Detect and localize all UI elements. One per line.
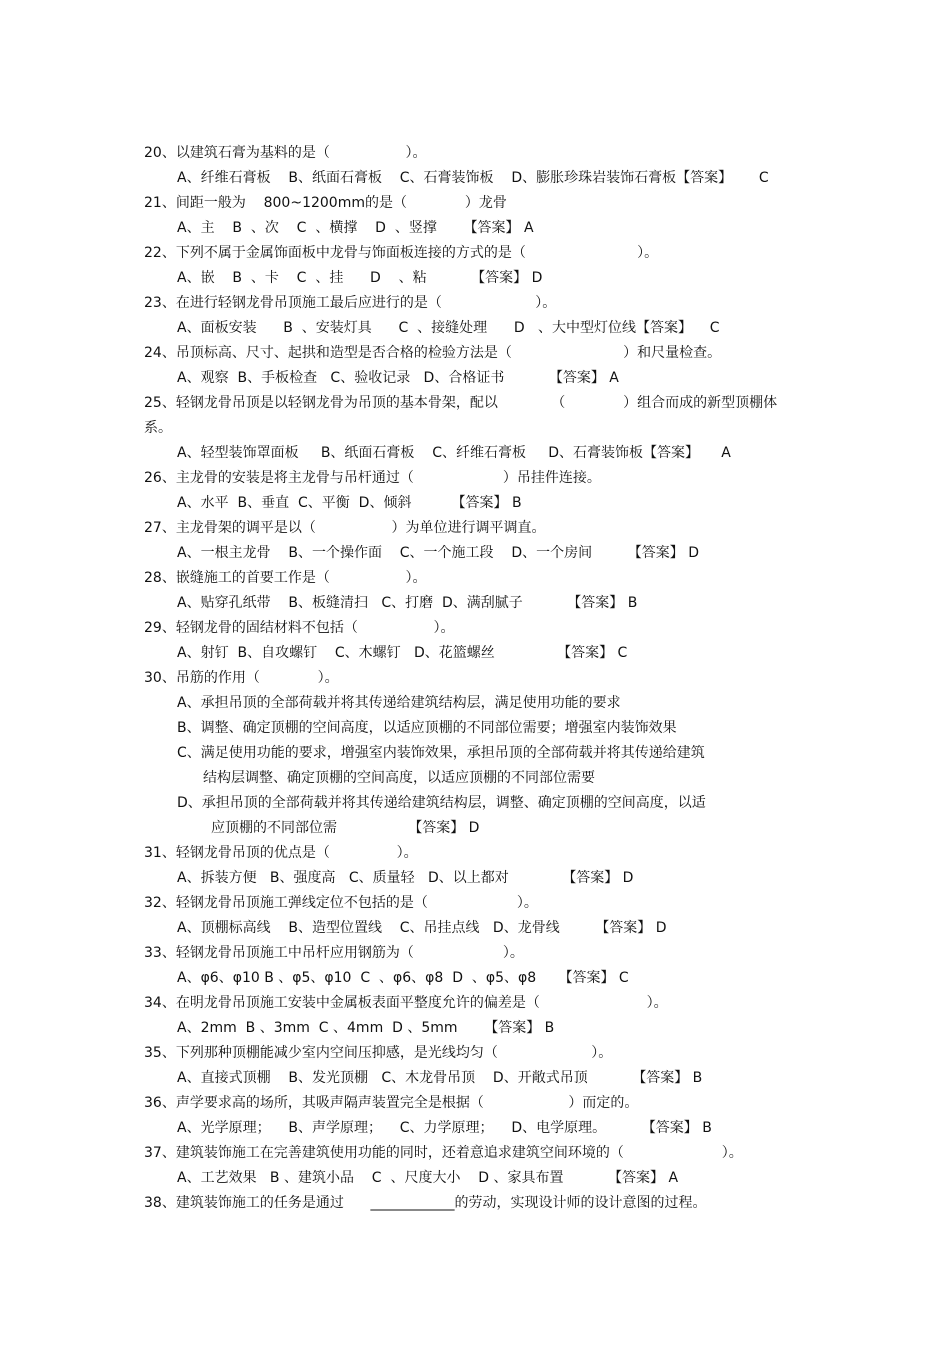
text-line [0, 667, 950, 689]
line-text: A、2mm B 、3mm C 、4mm D 、5mm 【答案】 B [177, 1020, 555, 1036]
line-text: A、承担吊顶的全部荷载并将其传递给建筑结构层，满足使用功能的要求 [177, 695, 621, 711]
line-text: 24、吊顶标高、尺寸、起拱和造型是否合格的检验方法是（ ）和尺量检查。 [144, 345, 722, 361]
line-text: A、直接式顶棚 B、发光顶棚 C、木龙骨吊顶 D、开敞式吊顶 【答案】 B [177, 1070, 703, 1086]
text-line [0, 717, 950, 739]
line-text: 28、嵌缝施工的首要工作是（ ）。 [144, 570, 427, 586]
line-text: B、调整、确定顶棚的空间高度，以适应顶棚的不同部位需要；增强室内装饰效果 [177, 720, 677, 736]
text-line [0, 892, 950, 914]
text-line [0, 567, 950, 589]
line-text: 32、轻钢龙骨吊顶施工弹线定位不包括的是（ ）。 [144, 895, 538, 911]
line-text: 应顶棚的不同部位需 【答案】 D [211, 820, 480, 836]
text-line [0, 142, 950, 164]
text-line [0, 1017, 950, 1039]
line-text: A、一根主龙骨 B、一个操作面 C、一个施工段 D、一个房间 【答案】 D [177, 545, 699, 561]
line-text: 22、下列不属于金属饰面板中龙骨与饰面板连接的方式的是（ ）。 [144, 245, 659, 261]
line-text: C、满足使用功能的要求，增强室内装饰效果，承担吊顶的全部荷载并将其传递给建筑 [177, 745, 705, 761]
text-line [0, 1092, 950, 1114]
text-line [0, 217, 950, 239]
text-line [0, 192, 950, 214]
line-text: 26、主龙骨的安装是将主龙骨与吊杆通过（ ）吊挂件连接。 [144, 470, 601, 486]
text-line [0, 942, 950, 964]
line-text: A、嵌 B 、卡 C 、挂 D 、粘 【答案】 D [177, 270, 543, 286]
text-line [0, 1117, 950, 1139]
text-line [0, 442, 950, 464]
text-line [0, 1067, 950, 1089]
text-line [0, 242, 950, 264]
text-line [0, 492, 950, 514]
line-text: A、面板安装 B 、安装灯具 C 、接缝处理 D 、大中型灯位线【答案】 C [177, 320, 720, 336]
text-line [0, 467, 950, 489]
text-line [0, 842, 950, 864]
text-line [0, 642, 950, 664]
line-text: 27、主龙骨架的调平是以（ ）为单位进行调平调直。 [144, 520, 546, 536]
text-line [0, 342, 950, 364]
line-text: A、拆装方便 B、强度高 C、质量轻 D、以上都对 【答案】 D [177, 870, 634, 886]
line-text: 30、吊筋的作用（ ）。 [144, 670, 339, 686]
line-text: 31、轻钢龙骨吊顶的优点是（ ）。 [144, 845, 418, 861]
line-text: 34、在明龙骨吊顶施工安装中金属板表面平整度允许的偏差是（ ）。 [144, 995, 668, 1011]
text-line [0, 992, 950, 1014]
text-line [0, 417, 950, 439]
line-text: A、贴穿孔纸带 B、板缝清扫 C、打磨 D、满刮腻子 【答案】 B [177, 595, 638, 611]
text-line [0, 1192, 950, 1214]
text-line [0, 867, 950, 889]
text-line [0, 167, 950, 189]
text-line [0, 542, 950, 564]
line-text: 38、建筑装饰施工的任务是通过 ____________的劳动，实现设计师的设计意图的过程。 [144, 1195, 707, 1211]
line-text: A、观察 B、手板检查 C、验收记录 D、合格证书 【答案】 A [177, 370, 619, 386]
text-line [0, 767, 950, 789]
line-text: A、水平 B、垂直 C、平衡 D、倾斜 【答案】 B [177, 495, 522, 511]
line-text: 25、轻钢龙骨吊顶是以轻钢龙骨为吊顶的基本骨架，配以 （ ）组合而成的新型顶棚体 [144, 395, 778, 411]
line-text: 23、在进行轻钢龙骨吊顶施工最后应进行的是（ ）。 [144, 295, 557, 311]
line-text: 结构层调整、确定顶棚的空间高度，以适应顶棚的不同部位需要 [203, 770, 595, 786]
line-text: A、顶棚标高线 B、造型位置线 C、吊挂点线 D、龙骨线 【答案】 D [177, 920, 667, 936]
text-line [0, 292, 950, 314]
line-text: 20、以建筑石膏为基料的是（ ）。 [144, 145, 427, 161]
text-line [0, 392, 950, 414]
line-text: 系。 [144, 420, 172, 436]
line-text: 29、轻钢龙骨的固结材料不包括（ ）。 [144, 620, 455, 636]
text-line [0, 592, 950, 614]
line-text: 21、间距一般为 800~1200mm的是（ ）龙骨 [144, 195, 507, 211]
text-line [0, 1167, 950, 1189]
text-line [0, 967, 950, 989]
line-text: 36、声学要求高的场所，其吸声隔声装置完全是根据（ ）而定的。 [144, 1095, 639, 1111]
text-line [0, 792, 950, 814]
line-text: A、主 B 、次 C 、横撑 D 、竖撑 【答案】 A [177, 220, 534, 236]
text-line [0, 917, 950, 939]
line-text: A、φ6、φ10 B 、φ5、φ10 C 、φ6、φ8 D 、φ5、φ8 【答案】 C [177, 970, 629, 986]
line-text: 33、轻钢龙骨吊顶施工中吊杆应用钢筋为（ ）。 [144, 945, 524, 961]
line-text: A、射钉 B、自攻螺钉 C、木螺钉 D、花篮螺丝 【答案】 C [177, 645, 628, 661]
text-line [0, 367, 950, 389]
text-line [0, 517, 950, 539]
line-text: A、工艺效果 B 、建筑小品 C 、尺度大小 D 、家具布置 【答案】 A [177, 1170, 679, 1186]
text-line [0, 817, 950, 839]
text-line [0, 742, 950, 764]
text-line [0, 617, 950, 639]
line-text: 35、下列那种顶棚能减少室内空间压抑感，是光线均匀（ ）。 [144, 1045, 613, 1061]
line-text: D、承担吊顶的全部荷载并将其传递给建筑结构层，调整、确定顶棚的空间高度，以适 [177, 795, 706, 811]
text-line [0, 267, 950, 289]
text-line [0, 1142, 950, 1164]
line-text: A、纤维石膏板 B、纸面石膏板 C、石膏装饰板 D、膨胀珍珠岩装饰石膏板【答案】 C [177, 170, 769, 186]
line-text: 37、建筑装饰施工在完善建筑使用功能的同时，还着意追求建筑空间环境的（ ）。 [144, 1145, 743, 1161]
line-text: A、轻型装饰罩面板 B、纸面石膏板 C、纤维石膏板 D、石膏装饰板【答案】 A [177, 445, 731, 461]
text-line [0, 692, 950, 714]
line-text: A、光学原理； B、声学原理； C、力学原理； D、电学原理。 【答案】 B [177, 1120, 712, 1136]
text-line [0, 317, 950, 339]
text-line [0, 1042, 950, 1064]
